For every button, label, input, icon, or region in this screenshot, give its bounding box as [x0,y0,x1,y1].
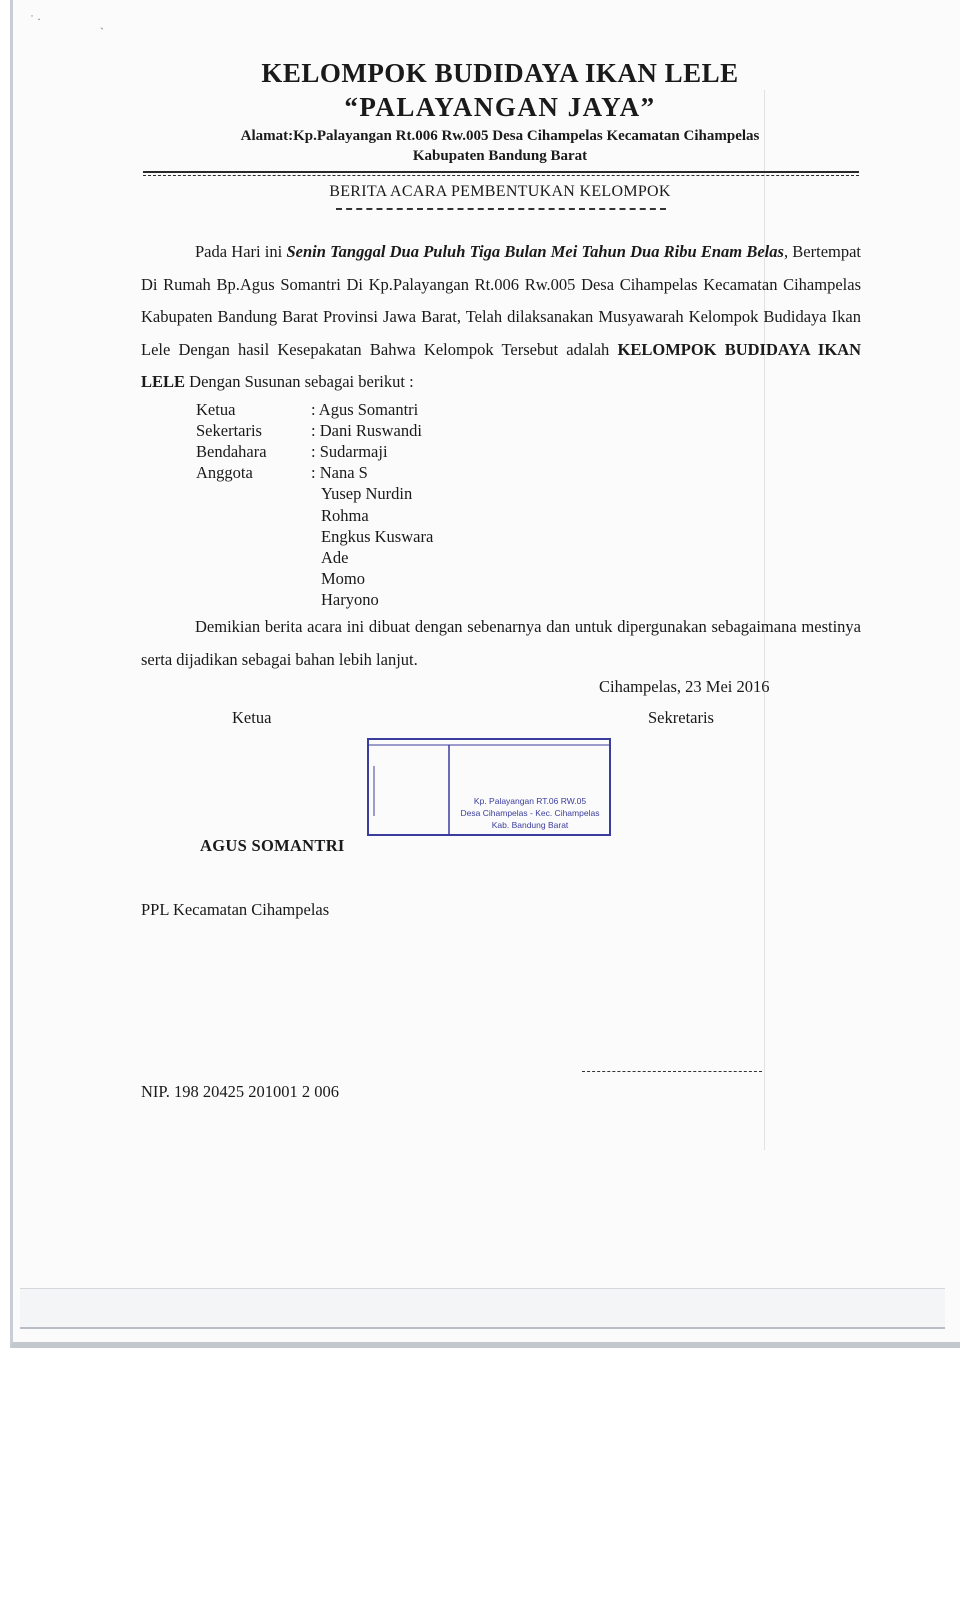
closing-text: Demikian berita acara ini dibuat dengan sebenarnya dan untuk dipergunakan sebagaimana mestinya serta dijadikan sebagai bahan lebih lanjut. [141,617,861,669]
member-item: Yusep Nurdin [321,484,413,503]
ppl-title: PPL Kecamatan Cihampelas [141,900,330,919]
chair-value: : Agus Somantri [311,400,419,419]
group-stamp [366,736,612,840]
opening-paragraph [141,236,861,399]
member-item: Ade [321,548,349,567]
opening-suffix: Dengan Susunan sebagai berikut : [185,372,414,391]
chair-name: AGUS SOMANTRI [200,836,345,855]
member-item: : Nana S [311,463,368,482]
document-title: BERITA ACARA PEMBENTUKAN KELOMPOK [329,183,671,200]
ppl-nip: NIP. 198 20425 201001 2 006 [141,1082,340,1101]
group-name: KELOMPOK BUDIDAYA IKAN LELE [141,339,861,391]
address-line-1: Alamat:Kp.Palayangan Rt.006 Rw.005 Desa Cihampelas Kecamatan Cihampelas [240,128,760,144]
member-item: Haryono [321,590,379,609]
treasurer-label: Bendahara [196,442,267,461]
secretary-title: Sekretaris [648,708,714,727]
header-rule [143,171,859,173]
opening-body: , Bertempat Di Rumah Bp.Agus Somantri Di Kp.Palayangan Rt.006 Rw.005 Desa Cihampelas Kecamatan Cihampelas Kabupaten Bandung Barat Provinsi Jawa Barat, Telah dilaksanakan Musyawarah Kelompok Budidaya Ikan Lele Dengan hasil Kesepakatan Bahwa Kelompok Tersebut adalah [141,242,862,359]
header-rule-dashed [143,175,859,176]
scan-bottom-edge [20,1288,945,1329]
member-item: Engkus Kuswara [321,527,434,546]
org-subname: “PALAYANGAN JAYA” [344,92,656,122]
members-label: Anggota [196,463,253,482]
secretary-value: : Dani Ruswandi [311,421,422,440]
chair-label: Ketua [196,400,236,419]
closing-paragraph [141,611,861,676]
place-date: Cihampelas, 23 Mei 2016 [599,677,770,696]
org-name: KELOMPOK BUDIDAYA IKAN LELE [261,58,739,88]
scan-speck: ˎ [100,16,104,30]
address-line-2: Kabupaten Bandung Barat [412,148,588,164]
stamp-line-2: Desa Cihampelas - Kec. Cihampelas [460,808,600,818]
signature-line [582,1071,762,1072]
chair-title: Ketua [232,708,272,727]
treasurer-value: : Sudarmaji [311,442,388,461]
stamp-line-3: Kab. Bandung Barat [491,820,569,830]
member-item: Momo [321,569,366,588]
title-underline [336,208,666,210]
opening-date: Senin Tanggal Dua Puluh Tiga Bulan Mei Tahun Dua Ribu Enam Belas [286,242,784,261]
secretary-label: Sekertaris [196,421,262,440]
stamp-line-1: Kp. Palayangan RT.06 RW.05 [473,796,587,806]
opening-prefix: Pada Hari ini [195,242,287,261]
member-item: Rohma [321,506,369,525]
scan-speck: ˙ · [30,12,41,26]
